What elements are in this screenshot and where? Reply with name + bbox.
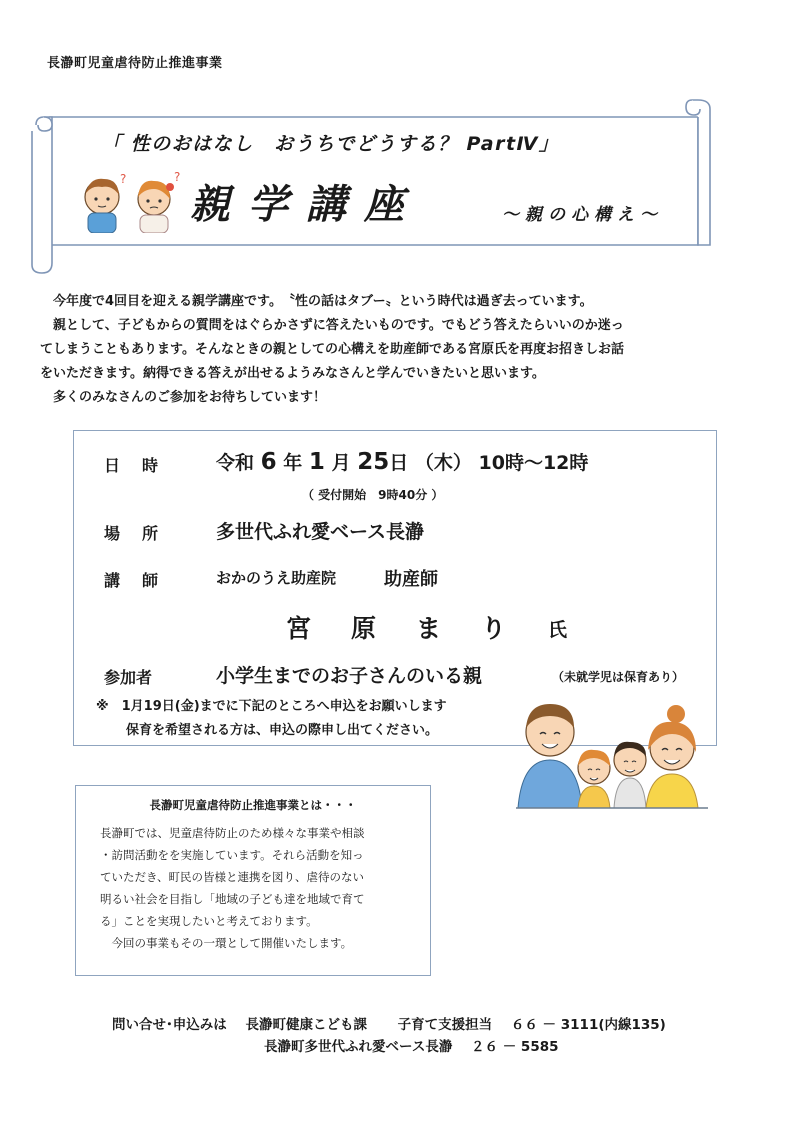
date-label: 日時	[104, 456, 181, 475]
contact-department: 長瀞町健康こども課	[245, 1017, 367, 1033]
event-place: 多世代ふれ愛ベース長瀞	[216, 521, 425, 543]
contact-phone-2: ２６ － 5585	[471, 1039, 559, 1055]
instructor-name: 宮原まり	[286, 614, 547, 643]
contact-line-2	[264, 1035, 559, 1055]
instructor-role: 助産師	[384, 569, 438, 590]
banner-tagline: ～親の心構え～	[502, 205, 663, 225]
family-illustration	[512, 690, 712, 810]
notice-line: 保育を希望される方は、申込の際申し出てください。	[126, 723, 439, 738]
contact-label: 問い合せ･申込みは	[112, 1017, 227, 1033]
date-month-unit: 月	[331, 452, 351, 474]
intro-paragraph	[40, 290, 730, 410]
date-year-unit: 年	[283, 452, 303, 474]
contact-line-1	[112, 1013, 666, 1033]
project-heading: 長瀞町児童虐待防止推進事業とは・・・	[149, 798, 357, 812]
project-line: 明るい社会を目指し「地域の子ども達を地域で育て	[100, 892, 365, 906]
intro-line: をいただきます。納得できる答えが出せるようみなさんと学んでいきたいと思います。	[40, 366, 545, 381]
participants-note: （未就学児は保育あり）	[552, 670, 685, 684]
svg-text:?: ?	[120, 172, 127, 186]
intro-line: てしまうこともあります。そんなときの親としての心構えを助産師である宮原氏を再度お招きしお話	[40, 342, 624, 357]
date-day: 25	[357, 449, 390, 475]
intro-line: 多くのみなさんのご参加をお待ちしています！	[40, 390, 327, 405]
participants-label: 参加者	[104, 668, 153, 687]
instructor-label: 講師	[104, 571, 181, 590]
project-line: る」ことを実現したいと考えております。	[100, 914, 318, 928]
date-era: 令和	[216, 452, 255, 474]
project-line: 今回の事業もその一環として開催いたします。	[100, 936, 353, 950]
place-label: 場所	[104, 524, 181, 543]
project-line: ていただき、町民の皆様と連携を図り、虐待のない	[100, 870, 365, 884]
project-line: ・訪問活動をを実施しています。それら活動を知っ	[100, 848, 364, 862]
svg-text:?: ?	[174, 171, 181, 184]
reception-time: （ 受付開始 9時40分 ）	[302, 488, 444, 502]
date-weekday: （木）	[414, 452, 472, 474]
project-explanation-box	[75, 785, 431, 976]
event-date	[216, 448, 588, 475]
banner-subtitle: 「 性のおはなし おうちでどうする？ PartⅣ」	[102, 133, 560, 155]
date-day-unit: 日	[389, 452, 409, 474]
notice-line: ※ 1月19日(金)までに下記のところへ申込をお願いします	[96, 699, 447, 714]
instructor-org: おかのうえ助産院	[216, 569, 337, 587]
intro-line: 親として、子どもからの質問をはぐらかさずに答えたいものです。でもどう答えたらいいのか迷っ	[40, 318, 624, 333]
event-time: 10時～12時	[478, 452, 589, 474]
contact-phone-1: ６６ － 3111(内線135)	[510, 1017, 666, 1033]
application-notice	[96, 695, 447, 743]
intro-line: 今年度で4回目を迎える親学講座です。 〝性の話はタブー〟という時代は過ぎ去っています。	[40, 294, 593, 309]
contact-section: 子育て支援担当	[397, 1017, 493, 1033]
organization-header: 長瀞町児童虐待防止推進事業	[47, 56, 223, 71]
date-month: 1	[308, 449, 325, 475]
project-line: 長瀞町では、児童虐待防止のため様々な事業や相談	[100, 826, 365, 840]
participants: 小学生までのお子さんのいる親	[216, 665, 483, 687]
contact-venue: 長瀞町多世代ふれ愛ベース長瀞	[264, 1039, 453, 1055]
instructor-suffix: 氏	[548, 619, 568, 641]
banner-title: 親学講座	[190, 182, 422, 228]
project-body	[100, 822, 420, 954]
title-banner	[30, 95, 720, 280]
thinking-children-icon	[78, 171, 188, 233]
date-year: 6	[260, 449, 277, 475]
